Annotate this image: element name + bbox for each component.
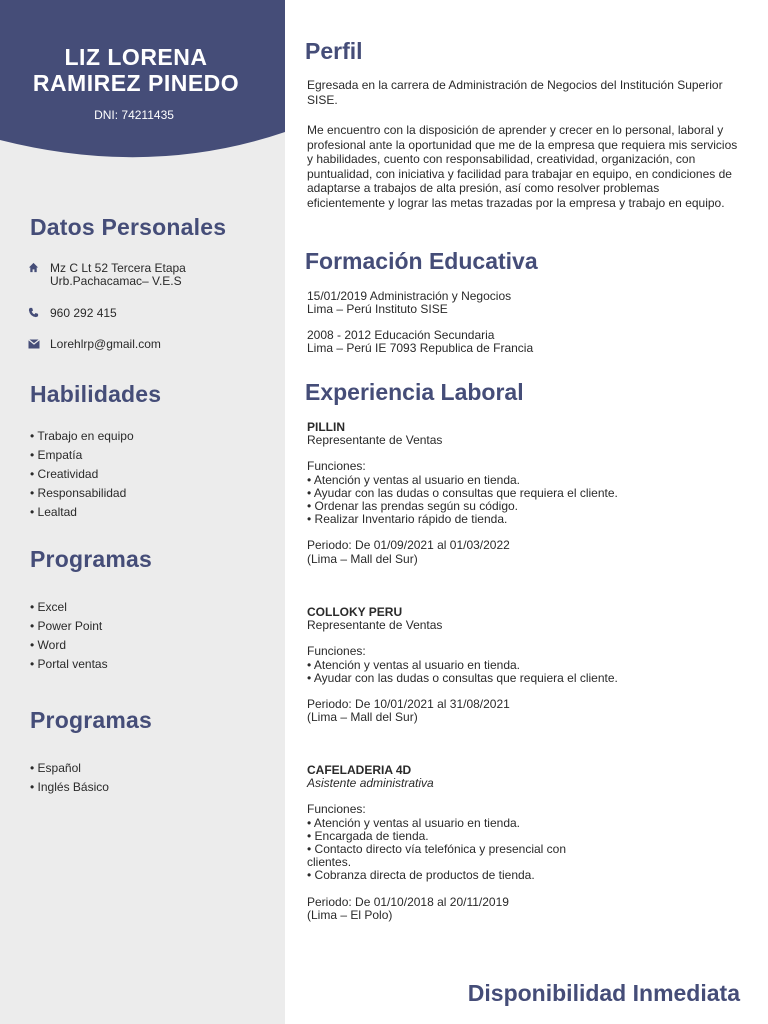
- job-period: Periodo: De 10/01/2021 al 31/08/2021: [307, 697, 510, 712]
- dni: DNI: 74211435: [94, 108, 174, 122]
- sidebar: [0, 0, 285, 1024]
- availability-footer: Disponibilidad Inmediata: [467, 980, 740, 1006]
- job-role: Representante de Ventas: [307, 618, 443, 633]
- perfil-paragraph-2: Me encuentro con la disposición de aprender y crecer en lo personal, laboral y profesional ante la oportunidad que me de la empresa que requiera mis servicios y habilidades, cuento con responsabilidad, creatividad, organización, con puntualidad, con iniciativa y facilidad para trabajar en equipo, en condiciones de adaptarse a trabajos de alta presión, así como resolver problemas eficientemente y lograr las metas trazadas por la empresa y trabajo en equipo.: [307, 123, 738, 210]
- job-entry-colloky: [307, 606, 747, 724]
- list-item: • Inglés Básico: [30, 778, 109, 797]
- job-role: Representante de Ventas: [307, 433, 443, 448]
- job-function: • Atención y ventas al usuario en tienda.: [307, 472, 521, 487]
- job-function: • Atención y ventas al usuario en tienda.: [307, 815, 521, 830]
- perfil-title: Perfil: [305, 38, 363, 64]
- habilidades-list: [30, 427, 134, 522]
- idiomas-title: Programas: [30, 707, 152, 733]
- job-funciones-label: Funciones:: [307, 644, 366, 659]
- job-place: (Lima – El Polo): [307, 907, 393, 922]
- job-company: CAFELADERIA 4D: [307, 763, 412, 777]
- list-item: • Creatividad: [30, 465, 134, 484]
- idiomas-list: [30, 759, 109, 797]
- programas-title: Programas: [30, 546, 152, 572]
- job-place: (Lima – Mall del Sur): [307, 551, 418, 566]
- job-place: (Lima – Mall del Sur): [307, 710, 418, 725]
- job-function: • Realizar Inventario rápido de tienda.: [307, 512, 508, 527]
- habilidades-title: Habilidades: [30, 381, 162, 407]
- email-text[interactable]: Lorehlrp@gmail.com: [50, 337, 161, 351]
- job-company: PILLIN: [307, 420, 345, 434]
- programas-list: [30, 598, 108, 674]
- mail-icon: [28, 338, 50, 352]
- job-function: • Ayudar con las dudas o consultas que requiera el cliente.: [307, 670, 618, 685]
- address-line-2: Urb.Pachacamac– V.E.S: [50, 274, 182, 288]
- education-line: 2008 - 2012 Educación Secundaria: [307, 328, 495, 342]
- list-item: • Word: [30, 636, 108, 655]
- job-funciones-label: Funciones:: [307, 802, 366, 817]
- list-item: • Trabajo en equipo: [30, 427, 134, 446]
- phone-icon: [28, 307, 50, 321]
- job-role: Asistente administrativa: [307, 776, 434, 791]
- education-entry-2: [307, 329, 747, 355]
- list-item: • Excel: [30, 598, 108, 617]
- email-row: [28, 338, 161, 352]
- job-company: COLLOKY PERU: [307, 605, 403, 619]
- experiencia-title: Experiencia Laboral: [305, 379, 524, 405]
- education-line: Lima – Perú Instituto SISE: [307, 302, 448, 317]
- phone-text: 960 292 415: [50, 306, 117, 320]
- address-row: [28, 262, 186, 288]
- list-item: • Español: [30, 759, 109, 778]
- list-item: • Power Point: [30, 617, 108, 636]
- address-line-1: Mz C Lt 52 Tercera Etapa: [50, 261, 186, 275]
- job-period: Periodo: De 01/09/2021 al 01/03/2022: [307, 538, 510, 553]
- home-icon: [28, 262, 50, 276]
- perfil-paragraph-1: Egresada en la carrera de Administración de Negocios del Institución Superior SISE.: [307, 78, 723, 107]
- list-item: • Empatía: [30, 446, 134, 465]
- job-entry-cafeladeria: [307, 764, 747, 922]
- education-line: Lima – Perú IE 7093 Republica de Francia: [307, 341, 534, 356]
- address-text: [50, 262, 186, 288]
- job-function: • Cobranza directa de productos de tienda.: [307, 868, 535, 883]
- job-function: • Ordenar las prendas según su código.: [307, 499, 518, 514]
- job-function: • Ayudar con las dudas o consultas que requiera el cliente.: [307, 485, 618, 500]
- phone-row: [28, 307, 117, 321]
- job-function: • Atención y ventas al usuario en tienda.: [307, 657, 521, 672]
- list-item: • Responsabilidad: [30, 484, 134, 503]
- job-function: • Contacto directo vía telefónica y presencial con: [307, 842, 567, 857]
- datos-personales-title: Datos Personales: [30, 214, 227, 240]
- job-entry-pillin: [307, 421, 747, 566]
- name-line-2: RAMIREZ PINEDO: [32, 70, 240, 96]
- job-function: clientes.: [307, 855, 352, 870]
- education-line: 15/01/2019 Administración y Negocios: [307, 289, 512, 303]
- education-entry-1: [307, 290, 747, 316]
- job-function: • Encargada de tienda.: [307, 828, 429, 843]
- job-funciones-label: Funciones:: [307, 459, 366, 474]
- formacion-title: Formación Educativa: [305, 248, 538, 274]
- name-line-1: LIZ LORENA: [64, 44, 208, 70]
- list-item: • Portal ventas: [30, 655, 108, 674]
- job-period: Periodo: De 01/10/2018 al 20/11/2019: [307, 894, 509, 909]
- candidate-name: [0, 44, 272, 96]
- list-item: • Lealtad: [30, 503, 134, 522]
